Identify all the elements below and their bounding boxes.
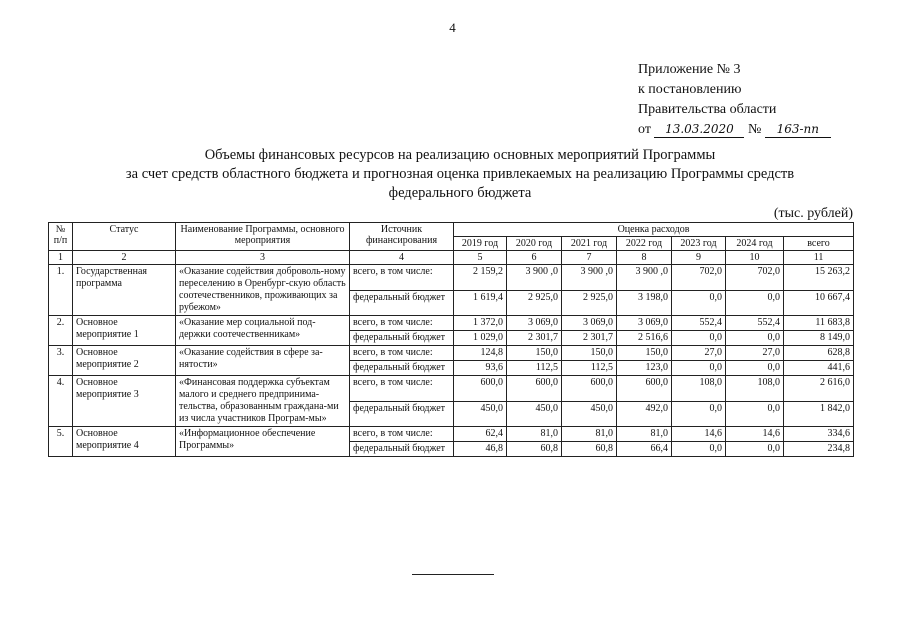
column-number: 8 bbox=[617, 251, 672, 265]
source-total-label: всего, в том числе: bbox=[350, 346, 454, 361]
federal-value: 450,0 bbox=[454, 401, 507, 427]
total-value: 3 900 ,0 bbox=[562, 265, 617, 291]
header-year: 2024 год bbox=[726, 237, 784, 251]
number-prefix: № bbox=[747, 122, 762, 137]
federal-value: 450,0 bbox=[507, 401, 562, 427]
federal-value: 8 149,0 bbox=[784, 331, 854, 346]
row-name: «Информационное обеспечение Программы» bbox=[176, 427, 350, 457]
federal-value: 66,4 bbox=[617, 442, 672, 457]
total-value: 11 683,8 bbox=[784, 316, 854, 331]
total-value: 702,0 bbox=[672, 265, 726, 291]
federal-value: 60,8 bbox=[562, 442, 617, 457]
column-number: 10 bbox=[726, 251, 784, 265]
total-value: 81,0 bbox=[507, 427, 562, 442]
total-value: 628,8 bbox=[784, 346, 854, 361]
total-value: 2 159,2 bbox=[454, 265, 507, 291]
table-row bbox=[49, 316, 854, 331]
header-year: 2021 год bbox=[562, 237, 617, 251]
row-number: 3. bbox=[49, 346, 73, 376]
total-value: 3 069,0 bbox=[562, 316, 617, 331]
total-value: 3 900 ,0 bbox=[617, 265, 672, 291]
total-value: 62,4 bbox=[454, 427, 507, 442]
row-status: Основное мероприятие 4 bbox=[73, 427, 176, 457]
federal-value: 441,6 bbox=[784, 361, 854, 376]
row-status: Основное мероприятие 1 bbox=[73, 316, 176, 346]
federal-value: 0,0 bbox=[726, 442, 784, 457]
row-name: «Оказание содействия доброволь-ному переселению в Оренбург-скую область соотечественников, проживающих за рубежом» bbox=[176, 265, 350, 316]
column-number: 6 bbox=[507, 251, 562, 265]
total-value: 552,4 bbox=[726, 316, 784, 331]
units-label: (тыс. рублей) bbox=[773, 206, 853, 221]
row-name: «Оказание содействия в сфере за-нятости» bbox=[176, 346, 350, 376]
federal-value: 93,6 bbox=[454, 361, 507, 376]
federal-value: 0,0 bbox=[726, 361, 784, 376]
federal-value: 46,8 bbox=[454, 442, 507, 457]
federal-value: 0,0 bbox=[726, 290, 784, 316]
total-value: 14,6 bbox=[726, 427, 784, 442]
table-row bbox=[49, 265, 854, 291]
federal-value: 112,5 bbox=[507, 361, 562, 376]
federal-value: 1 029,0 bbox=[454, 331, 507, 346]
federal-value: 234,8 bbox=[784, 442, 854, 457]
federal-value: 0,0 bbox=[672, 331, 726, 346]
row-number: 2. bbox=[49, 316, 73, 346]
table-row bbox=[49, 346, 854, 361]
row-status: Основное мероприятие 2 bbox=[73, 346, 176, 376]
source-total-label: всего, в том числе: bbox=[350, 265, 454, 291]
header-year: 2022 год bbox=[617, 237, 672, 251]
header-year: всего bbox=[784, 237, 854, 251]
federal-value: 2 925,0 bbox=[562, 290, 617, 316]
appendix-line-3: Правительства области bbox=[638, 102, 777, 117]
column-number: 3 bbox=[176, 251, 350, 265]
total-value: 1 372,0 bbox=[454, 316, 507, 331]
federal-value: 3 198,0 bbox=[617, 290, 672, 316]
source-federal-label: федеральный бюджет bbox=[350, 331, 454, 346]
appendix-date-line bbox=[638, 120, 831, 140]
column-number: 11 bbox=[784, 251, 854, 265]
header-year: 2019 год bbox=[454, 237, 507, 251]
page-number: 4 bbox=[449, 20, 456, 35]
column-number: 1 bbox=[49, 251, 73, 265]
handwritten-date: 13.03.2020 bbox=[654, 122, 744, 138]
total-value: 3 900 ,0 bbox=[507, 265, 562, 291]
column-number: 9 bbox=[672, 251, 726, 265]
total-value: 108,0 bbox=[726, 376, 784, 402]
header-estimate: Оценка расходов bbox=[454, 223, 854, 237]
total-value: 600,0 bbox=[454, 376, 507, 402]
source-total-label: всего, в том числе: bbox=[350, 427, 454, 442]
total-value: 81,0 bbox=[617, 427, 672, 442]
total-value: 108,0 bbox=[672, 376, 726, 402]
federal-value: 1 842,0 bbox=[784, 401, 854, 427]
header-year: 2020 год bbox=[507, 237, 562, 251]
total-value: 27,0 bbox=[672, 346, 726, 361]
row-number: 4. bbox=[49, 376, 73, 427]
total-value: 600,0 bbox=[507, 376, 562, 402]
title-line-1: Объемы финансовых ресурсов на реализацию основных мероприятий Программы bbox=[204, 147, 716, 163]
federal-value: 112,5 bbox=[562, 361, 617, 376]
total-value: 334,6 bbox=[784, 427, 854, 442]
total-value: 3 069,0 bbox=[507, 316, 562, 331]
appendix-block bbox=[638, 60, 831, 140]
column-number: 2 bbox=[73, 251, 176, 265]
table-row bbox=[49, 427, 854, 442]
row-status: Государственная программа bbox=[73, 265, 176, 316]
total-value: 2 616,0 bbox=[784, 376, 854, 402]
header-num: № п/п bbox=[49, 223, 73, 251]
header-status: Статус bbox=[73, 223, 176, 251]
total-value: 150,0 bbox=[617, 346, 672, 361]
row-name: «Финансовая поддержка субъектам малого и среднего предпринима-тельства, образованным граждана-ми из числа участников Програм-мы» bbox=[176, 376, 350, 427]
source-federal-label: федеральный бюджет bbox=[350, 401, 454, 427]
header-source: Источник финансирования bbox=[350, 223, 454, 251]
table-row bbox=[49, 376, 854, 402]
federal-value: 450,0 bbox=[562, 401, 617, 427]
federal-value: 2 301,7 bbox=[507, 331, 562, 346]
document-title bbox=[60, 146, 860, 203]
row-number: 5. bbox=[49, 427, 73, 457]
source-total-label: всего, в том числе: bbox=[350, 316, 454, 331]
appendix-line-1: Приложение № 3 bbox=[638, 62, 741, 77]
total-value: 14,6 bbox=[672, 427, 726, 442]
total-value: 150,0 bbox=[562, 346, 617, 361]
federal-value: 2 301,7 bbox=[562, 331, 617, 346]
header-year: 2023 год bbox=[672, 237, 726, 251]
total-value: 552,4 bbox=[672, 316, 726, 331]
total-value: 15 263,2 bbox=[784, 265, 854, 291]
row-status: Основное мероприятие 3 bbox=[73, 376, 176, 427]
row-name: «Оказание мер социальной под-держки соотечественникам» bbox=[176, 316, 350, 346]
source-federal-label: федеральный бюджет bbox=[350, 361, 454, 376]
date-prefix: от bbox=[638, 122, 651, 137]
federal-value: 123,0 bbox=[617, 361, 672, 376]
federal-value: 0,0 bbox=[672, 290, 726, 316]
total-value: 81,0 bbox=[562, 427, 617, 442]
federal-value: 0,0 bbox=[726, 401, 784, 427]
appendix-line-2: к постановлению bbox=[638, 82, 742, 97]
column-number: 7 bbox=[562, 251, 617, 265]
federal-value: 0,0 bbox=[672, 361, 726, 376]
row-number: 1. bbox=[49, 265, 73, 316]
total-value: 27,0 bbox=[726, 346, 784, 361]
federal-value: 0,0 bbox=[672, 442, 726, 457]
header-name: Наименование Программы, основного мероприятия bbox=[176, 223, 350, 251]
total-value: 702,0 bbox=[726, 265, 784, 291]
handwritten-number: 163-пп bbox=[765, 122, 831, 138]
source-federal-label: федеральный бюджет bbox=[350, 442, 454, 457]
federal-value: 1 619,4 bbox=[454, 290, 507, 316]
federal-value: 0,0 bbox=[726, 331, 784, 346]
column-number: 4 bbox=[350, 251, 454, 265]
federal-value: 2 925,0 bbox=[507, 290, 562, 316]
federal-value: 492,0 bbox=[617, 401, 672, 427]
total-value: 3 069,0 bbox=[617, 316, 672, 331]
budget-table bbox=[48, 222, 854, 457]
federal-value: 10 667,4 bbox=[784, 290, 854, 316]
total-value: 600,0 bbox=[562, 376, 617, 402]
source-federal-label: федеральный бюджет bbox=[350, 290, 454, 316]
total-value: 124,8 bbox=[454, 346, 507, 361]
total-value: 600,0 bbox=[617, 376, 672, 402]
total-value: 150,0 bbox=[507, 346, 562, 361]
federal-value: 60,8 bbox=[507, 442, 562, 457]
federal-value: 2 516,6 bbox=[617, 331, 672, 346]
source-total-label: всего, в том числе: bbox=[350, 376, 454, 402]
column-number: 5 bbox=[454, 251, 507, 265]
title-line-2: за счет средств областного бюджета и прогнозная оценка привлекаемых на реализацию Программы средств bbox=[125, 166, 795, 182]
title-line-3: федерального бюджета bbox=[388, 185, 532, 201]
footer-rule bbox=[412, 574, 494, 575]
federal-value: 0,0 bbox=[672, 401, 726, 427]
